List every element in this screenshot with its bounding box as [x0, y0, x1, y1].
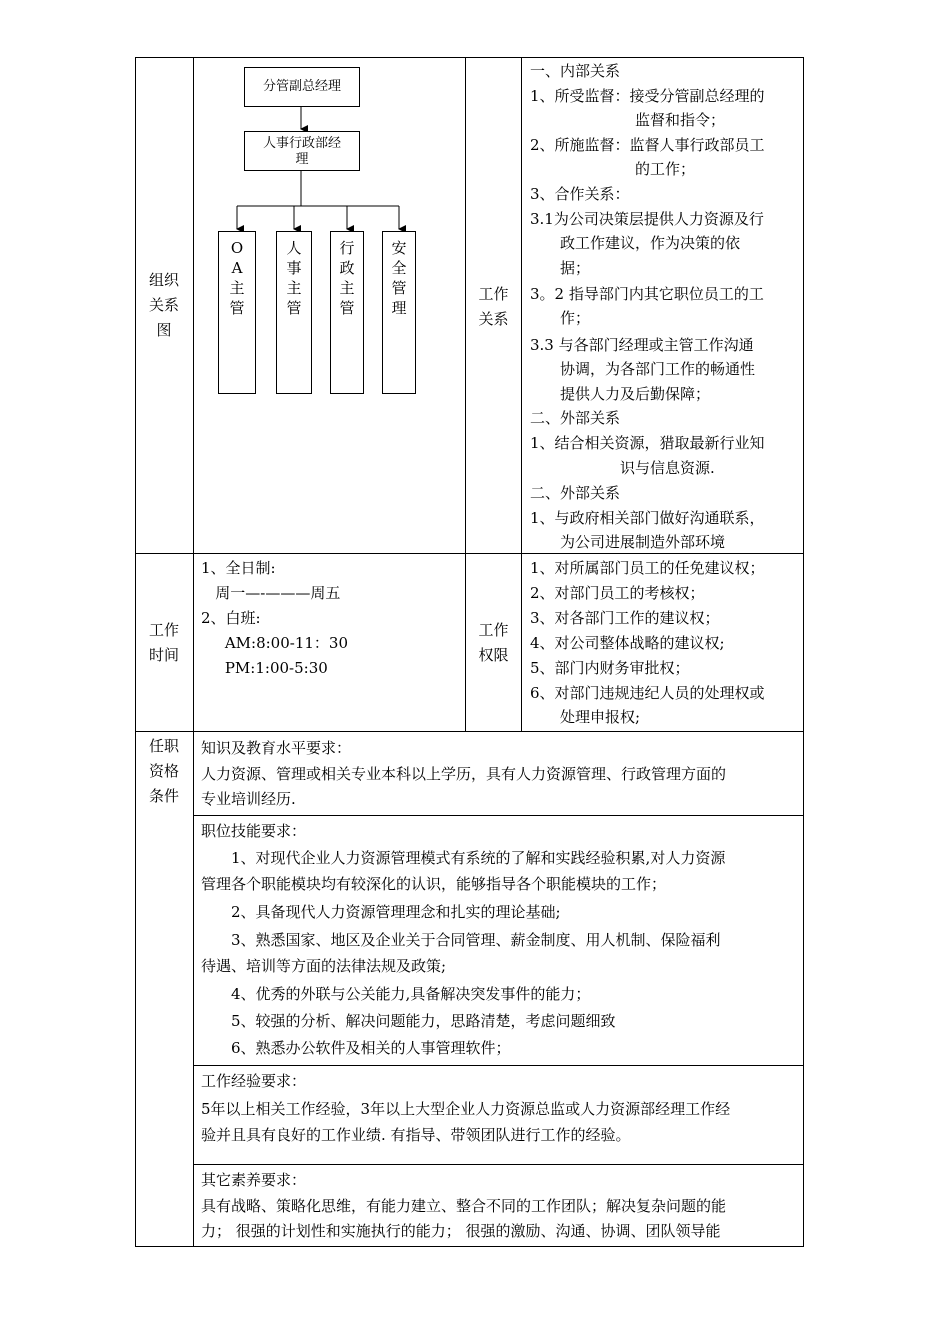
org-node-hr-admin-manager-line2: 理 — [295, 152, 309, 167]
org-node-safety-management: 安 全 管 理 — [382, 231, 416, 394]
knowledge-line: 人力资源、管理或相关专业本科以上学历，具有人力资源管理、行政管理方面的 — [201, 765, 727, 783]
org-node-hr-supervisor: 人 事 主 管 — [276, 231, 312, 394]
relations-line: 3.3 与各部门经理或主管工作沟通 — [530, 336, 754, 354]
skill-line: 待遇、培训等方面的法律法规及政策; — [201, 957, 447, 975]
authority-line: 3、对各部门工作的建议权； — [530, 609, 720, 627]
relations-line: 二、外部关系 — [530, 409, 621, 427]
relations-line: 监督和指令； — [530, 111, 726, 129]
experience-line: 5年以上相关工作经验，3年以上大型企业人力资源总监或人力资源部经理工作经 — [201, 1100, 731, 1118]
relations-line: 协调，为各部门工作的畅通性 — [530, 360, 756, 378]
relations-line: 3.1为公司决策层提供人力资源及行 — [530, 210, 764, 228]
skill-line: 6、熟悉办公软件及相关的人事管理软件； — [201, 1039, 511, 1057]
time-line: PM:1:00-5:30 — [201, 659, 328, 677]
authority-line: 6、对部门违规违纪人员的处理权或 — [530, 684, 765, 702]
org-node-admin-supervisor: 行 政 主 管 — [330, 231, 364, 394]
label-work-relations: 工作 关系 — [478, 285, 509, 328]
relations-line: 1、与政府相关部门做好沟通联系， — [530, 509, 765, 527]
relations-line: 识与信息资源. — [530, 459, 715, 477]
relations-line: 据； — [530, 259, 591, 277]
label-qualifications: 任职 资格 条件 — [148, 737, 179, 805]
org-chart-connectors — [0, 0, 950, 600]
org-node-hr-admin-manager-line1: 人事行政部经 — [262, 136, 341, 151]
row-divider-2 — [135, 731, 804, 732]
time-line: 1、全日制: — [201, 559, 276, 577]
knowledge-line: 专业培训经历. — [201, 790, 296, 808]
relations-line: 的工作； — [530, 160, 696, 178]
relations-line: 为公司进展制造外部环境 — [530, 533, 726, 551]
skill-line: 管理各个职能模块均有较深化的认识，能够指导各个职能模块的工作； — [201, 875, 667, 893]
row-divider-3 — [193, 815, 804, 816]
relations-line: 1、结合相关资源，猎取最新行业知 — [530, 434, 765, 452]
row-divider-5 — [193, 1164, 804, 1165]
authority-line: 处理申报权; — [530, 708, 641, 726]
other-line: 力； 很强的计划性和实施执行的能力； 很强的激励、沟通、协调、团队领导能 — [201, 1222, 721, 1240]
authority-line: 2、对部门员工的考核权； — [530, 584, 705, 602]
relations-line: 一、内部关系 — [530, 62, 621, 80]
skill-line: 1、对现代企业人力资源管理模式有系统的了解和实践经验积累,对人力资源 — [201, 849, 726, 867]
other-line: 其它素养要求： — [201, 1171, 307, 1189]
knowledge-line: 知识及教育水平要求： — [201, 739, 352, 757]
label-org-chart: 组织 关系 图 — [148, 271, 179, 339]
relations-line: 政工作建议，作为决策的依 — [530, 234, 741, 252]
label-work-authority: 工作 权限 — [478, 621, 509, 664]
time-line: 2、白班: — [201, 609, 261, 627]
skill-line: 3、熟悉国家、地区及企业关于合同管理、薪金制度、用人机制、保险福利 — [201, 931, 721, 949]
relations-line: 二、外部关系 — [530, 484, 621, 502]
org-node-hr-admin-manager — [244, 131, 360, 171]
skill-line: 4、优秀的外联与公关能力,具备解决突发事件的能力； — [201, 985, 591, 1003]
experience-line: 验并且具有良好的工作业绩. 有指导、带领团队进行工作的经验。 — [201, 1126, 631, 1144]
skill-line: 5、较强的分析、解决问题能力，思路清楚，考虑问题细致 — [201, 1012, 616, 1030]
authority-line: 4、对公司整体战略的建议权; — [530, 634, 725, 652]
relations-line: 1、所受监督：接受分管副总经理的 — [530, 87, 765, 105]
org-node-deputy-gm — [244, 67, 360, 107]
relations-line: 3。2 指导部门内其它职位员工的工 — [530, 285, 764, 303]
authority-line: 1、对所属部门员工的任免建议权； — [530, 559, 765, 577]
relations-line: 提供人力及后勤保障； — [530, 385, 711, 403]
relations-line: 2、所施监督：监督人事行政部员工 — [530, 136, 765, 154]
skill-line: 2、具备现代人力资源管理理念和扎实的理论基础; — [201, 903, 561, 921]
relations-line: 3、合作关系： — [530, 185, 630, 203]
authority-line: 5、部门内财务审批权； — [530, 659, 690, 677]
relations-line: 作； — [530, 309, 591, 327]
experience-line: 工作经验要求： — [201, 1072, 307, 1090]
org-node-oa-supervisor: O A 主 管 — [218, 231, 256, 394]
time-line: AM:8:00-11：30 — [201, 634, 349, 652]
skill-line: 职位技能要求： — [201, 822, 307, 840]
row-divider-4 — [193, 1065, 804, 1066]
label-work-time: 工作 时间 — [148, 621, 179, 664]
time-line: 周一—-———周五 — [201, 584, 341, 602]
org-node-deputy-gm-label: 分管副总经理 — [262, 79, 341, 94]
other-line: 具有战略、策略化思维，有能力建立、整合不同的工作团队；解决复杂问题的能 — [201, 1197, 727, 1215]
